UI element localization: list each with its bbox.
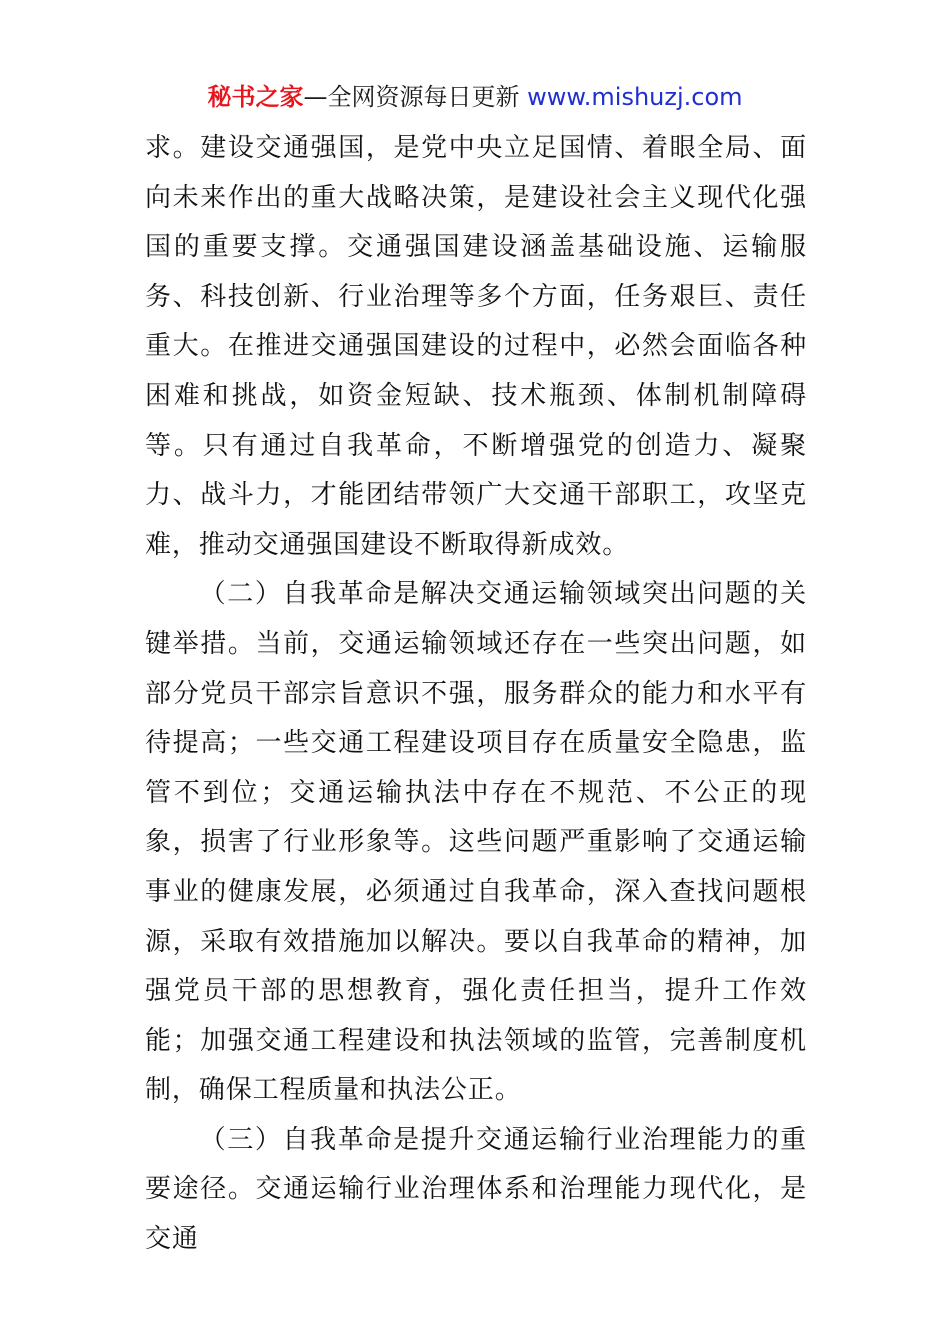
website-link[interactable]: www.mishuzj.com bbox=[527, 83, 743, 111]
document-body bbox=[145, 124, 807, 1265]
paragraph-section-2: （二）自我革命是解决交通运输领域突出问题的关键举措。当前，交通运输领域还存在一些突出问题，如部分党员干部宗旨意识不强，服务群众的能力和水平有待提高；一些交通工程建设项目存在质量安全隐患，监管不到位；交通运输执法中存在不规范、不公正的现象，损害了行业形象等。这些问题严重影响了交通运输事业的健康发展，必须通过自我革命，深入查找问题根源，采取有效措施加以解决。要以自我革命的精神，加强党员干部的思想教育，强化责任担当，提升工作效能；加强交通工程建设和执法领域的监管，完善制度机制，确保工程质量和执法公正。 bbox=[145, 579, 807, 1106]
brand-name: 秘书之家 bbox=[207, 83, 304, 111]
header-tagline: —全网资源每日更新 bbox=[303, 83, 520, 111]
page-header bbox=[0, 80, 950, 114]
paragraph-section-3: （三）自我革命是提升交通运输行业治理能力的重要途径。交通运输行业治理体系和治理能力现代化，是交通 bbox=[145, 1124, 807, 1255]
paragraph-continuation: 求。建设交通强国，是党中央立足国情、着眼全局、面向未来作出的重大战略决策，是建设社会主义现代化强国的重要支撑。交通强国建设涵盖基础设施、运输服务、科技创新、行业治理等多个方面，任务艰巨、责任重大。在推进交通强国建设的过程中，必然会面临各种困难和挑战，如资金短缺、技术瓶颈、体制机制障碍等。只有通过自我革命，不断增强党的创造力、凝聚力、战斗力，才能团结带领广大交通干部职工，攻坚克难，推动交通强国建设不断取得新成效。 bbox=[145, 133, 807, 560]
